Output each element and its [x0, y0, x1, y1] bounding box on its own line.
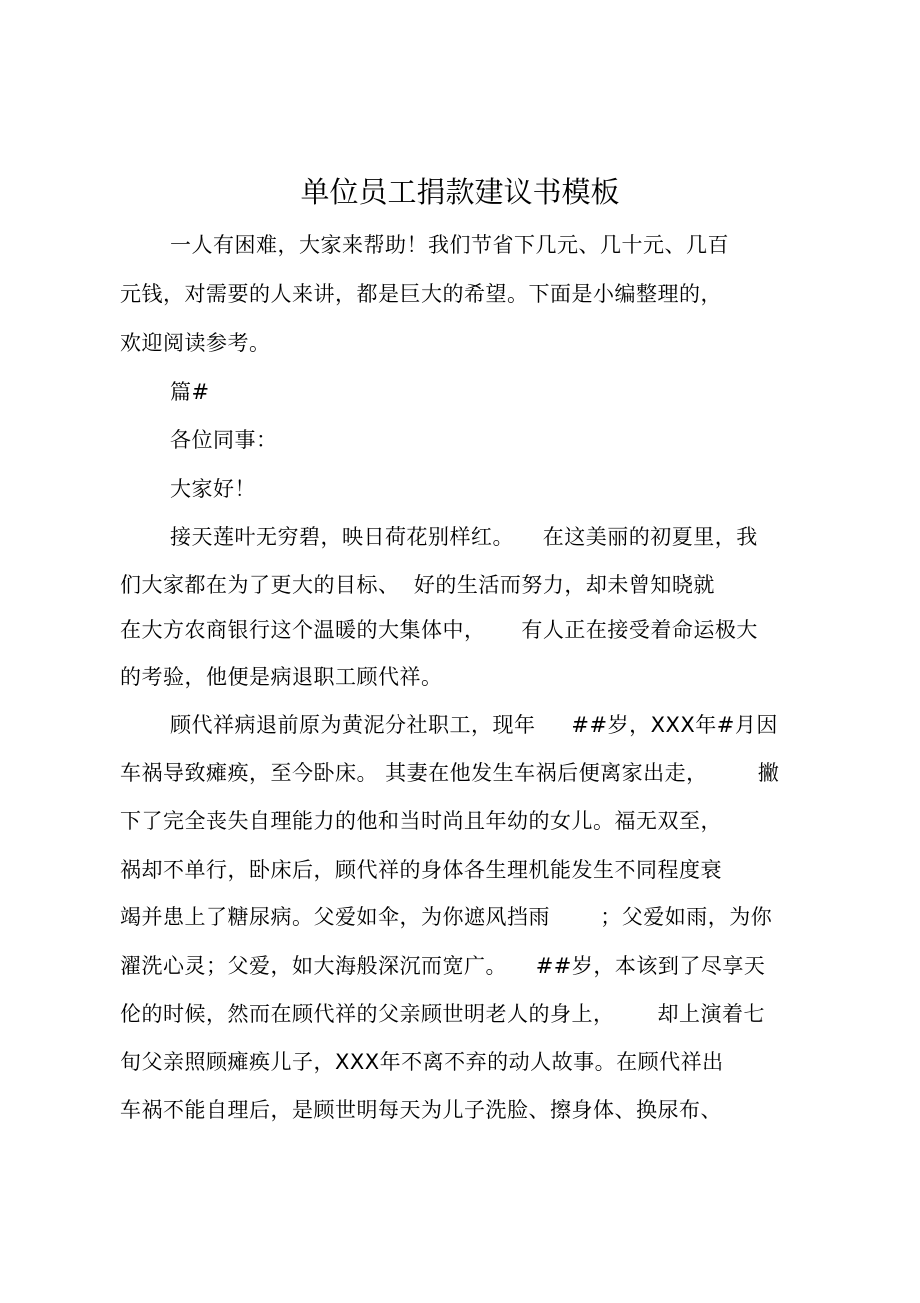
paragraph-line: 祸却不单行，卧床后，顾代祥的身体各生理机能发生不同程度衰: [120, 858, 722, 882]
paragraph-line: 元钱，对需要的人来讲，都是巨大的希望。下面是小编整理的，: [120, 282, 722, 306]
paragraph-line: 旬父亲照顾瘫痪儿子，XXX年不离不弃的动人故事。在顾代祥出: [120, 1050, 724, 1074]
salutation: 各位同事：: [170, 428, 278, 452]
section-heading: 篇#: [170, 380, 210, 404]
paragraph-line: 下了完全丧失自理能力的他和当时尚且年幼的女儿。福无双至，: [120, 809, 722, 833]
paragraph-line: 伦的时候，然而在顾代祥的父亲顾世明老人的身上， 却上演着七: [120, 1002, 766, 1026]
paragraph-line: 一人有困难，大家来帮助！我们节省下几元、几十元、几百: [170, 233, 729, 257]
paragraph-line: 欢迎阅读参考。: [120, 331, 271, 355]
paragraph-line: 在大方农商银行这个温暖的大集体中， 有人正在接受着命运极大: [120, 618, 758, 642]
paragraph-line: 顾代祥病退前原为黄泥分社职工，现年 ##岁，XXX年#月因: [170, 713, 778, 737]
paragraph-line: 濯洗心灵；父爱，如大海般深沉而宽广。 ##岁，本该到了尽享天: [120, 954, 766, 978]
paragraph-line: 们大家都在为了更大的目标、 好的生活而努力，却未曾知晓就: [120, 573, 715, 597]
paragraph-line: 的考验，他便是病退职工顾代祥。: [120, 665, 443, 689]
paragraph-line: 车祸导致瘫痪，至今卧床。 其妻在他发生车祸后便离家出走， 撇: [120, 761, 780, 785]
paragraph-line: 接天莲叶无穷碧，映日荷花别样红。 在这美丽的初夏里，我: [170, 525, 758, 549]
greeting: 大家好！: [170, 477, 256, 501]
document-title: 单位员工捐款建议书模板: [300, 175, 620, 209]
paragraph-line: 竭并患上了糖尿病。父爱如伞，为你遮风挡雨 ；父爱如雨，为你: [120, 905, 773, 929]
paragraph-line: 车祸不能自理后，是顾世明每天为儿子洗脸、擦身体、换尿布、: [120, 1098, 722, 1122]
